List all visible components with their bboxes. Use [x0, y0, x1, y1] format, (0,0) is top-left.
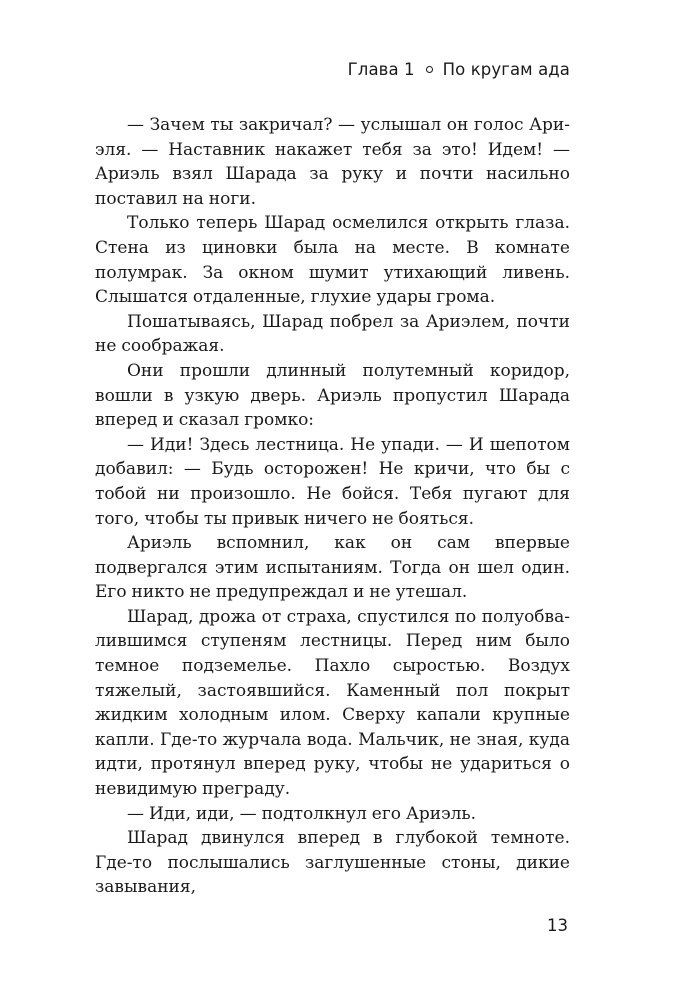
circle-separator-icon: [426, 66, 433, 73]
paragraph: Пошатываясь, Шарад побрел за Ариэлем, почти не соображая.: [95, 311, 570, 357]
running-head: [348, 60, 570, 79]
paragraph: — Иди! Здесь лестница. Не упади. — И шепотом добавил: — Будь осторожен! Не кричи, что бы с тобой ни произошло. Не бойся. Тебя пугают для того, чтобы ты привык ничего не бояться.: [95, 434, 570, 529]
paragraph: Шарад двинулся вперед в глубокой темноте. Где-то послышались заглушенные стоны, дикие завывания,: [95, 828, 570, 898]
paragraph: Ариэль вспомнил, как он сам впервые подвергался этим испытаниям. Тогда он шел один. Его никто не предупреждал и не утешал.: [95, 533, 570, 603]
paragraph: Шарад, дрожа от страха, спустился по полуобвалившимся ступеням лестницы. Перед ним было темное подземелье. Пахло сыростью. Воздух тяжелый, застоявшийся. Каменный пол покрыт жидким холодным илом. Сверху капали крупные капли. Где-то журчала вода. Мальчик, не зная, куда идти, протянул вперед руку, чтобы не удариться о невидимую преграду.: [95, 606, 570, 800]
paragraph: Они прошли длинный полутемный коридор, вошли в узкую дверь. Ариэль пропустил Шарада вперед и сказал громко:: [95, 360, 570, 431]
chapter-label: Глава 1: [347, 60, 415, 79]
paragraph: — Иди, иди, — подтолкнул его Ариэль.: [127, 803, 477, 824]
chapter-title: По кругам ада: [442, 60, 570, 79]
body-text: [95, 113, 570, 900]
paragraph: Только теперь Шарад осмелился открыть глаза. Стена из циновки была на месте. В комнате полумрак. За окном шумит утихающий ливень. Слышатся отдаленные, глухие удары грома.: [95, 213, 570, 308]
paragraph: — Зачем ты закричал? — услышал он голос Ариэля. — Наставник накажет тебя за это! Идем! — Ариэль взял Шарада за руку и почти насильно поставил на ноги.: [95, 115, 570, 209]
page-number: 13: [547, 916, 568, 935]
